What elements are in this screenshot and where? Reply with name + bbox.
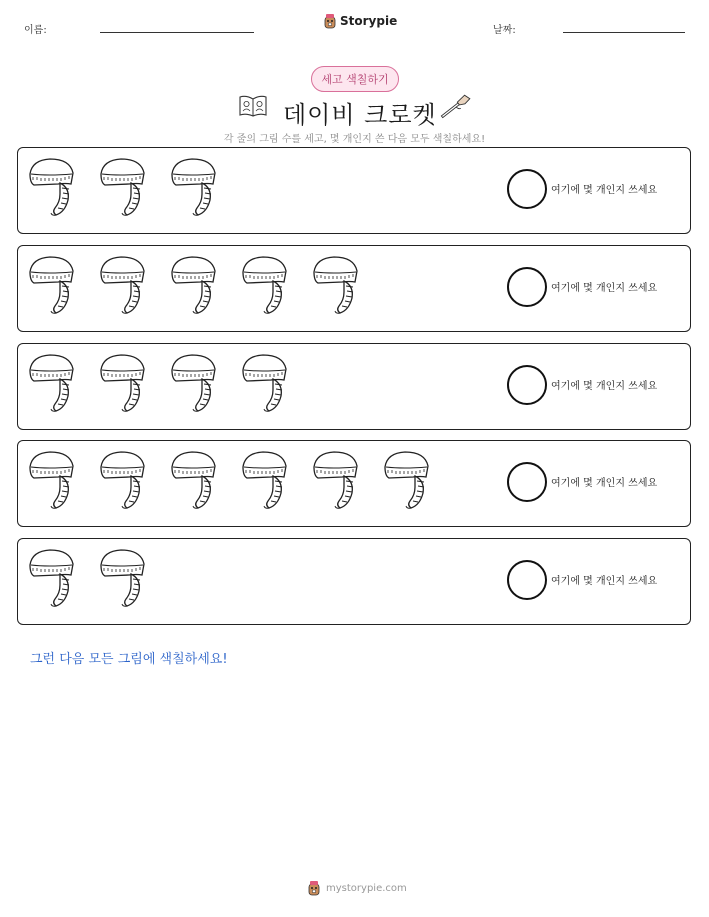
answer-prompt: 여기에 몇 개인지 쓰세요 [551,478,658,489]
date-line[interactable] [563,32,685,33]
coonskin-cap-icon[interactable] [312,449,360,519]
answer-prompt: 여기에 몇 개인지 쓰세요 [551,576,658,587]
coonskin-cap-icon[interactable] [99,547,147,617]
coonskin-cap-icon[interactable] [28,254,76,324]
answer-circle[interactable] [507,365,547,405]
counting-row-2 [17,245,691,332]
row-objects [28,547,147,617]
beaver-mascot-icon [307,880,321,896]
row-objects [28,254,360,324]
answer-prompt: 여기에 몇 개인지 쓰세요 [551,283,658,294]
coonskin-cap-icon[interactable] [170,449,218,519]
date-label: 날짜: [493,25,516,36]
coonskin-cap-icon[interactable] [28,352,76,422]
coonskin-cap-icon[interactable] [241,449,289,519]
open-book-icon [238,94,268,118]
coonskin-cap-icon[interactable] [28,449,76,519]
coonskin-cap-icon[interactable] [28,156,76,226]
answer-prompt: 여기에 몇 개인지 쓰세요 [551,381,658,392]
name-line[interactable] [100,32,254,33]
counting-row-4 [17,440,691,527]
coonskin-cap-icon[interactable] [99,254,147,324]
coonskin-cap-icon[interactable] [170,254,218,324]
rifle-icon [438,90,474,124]
coonskin-cap-icon[interactable] [99,352,147,422]
row-objects [28,156,218,226]
worksheet-type-badge: 세고 색칠하기 [311,66,399,92]
footer-instruction: 그런 다음 모든 그림에 색칠하세요! [30,652,228,667]
counting-row-5 [17,538,691,625]
page-title: 데이비 크로켓 [283,101,437,129]
title-area [0,92,709,128]
counting-row-1 [17,147,691,234]
answer-circle[interactable] [507,267,547,307]
coonskin-cap-icon[interactable] [241,352,289,422]
site-footer [307,880,407,896]
counting-row-3 [17,343,691,430]
brand-logo [323,13,397,29]
answer-prompt: 여기에 몇 개인지 쓰세요 [551,185,658,196]
answer-circle[interactable] [507,560,547,600]
name-label: 이름: [24,25,47,36]
row-objects [28,352,289,422]
brand-name: Storypie [340,14,398,28]
coonskin-cap-icon[interactable] [99,156,147,226]
coonskin-cap-icon[interactable] [28,547,76,617]
answer-circle[interactable] [507,169,547,209]
site-url: mystorypie.com [326,882,407,894]
coonskin-cap-icon[interactable] [170,352,218,422]
row-objects [28,449,431,519]
coonskin-cap-icon[interactable] [241,254,289,324]
coonskin-cap-icon[interactable] [312,254,360,324]
answer-circle[interactable] [507,462,547,502]
coonskin-cap-icon[interactable] [99,449,147,519]
coonskin-cap-icon[interactable] [170,156,218,226]
instructions: 각 줄의 그림 수를 세고, 몇 개인지 쓴 다음 모두 색칠하세요! [223,134,486,145]
beaver-mascot-icon [323,13,337,29]
coonskin-cap-icon[interactable] [383,449,431,519]
